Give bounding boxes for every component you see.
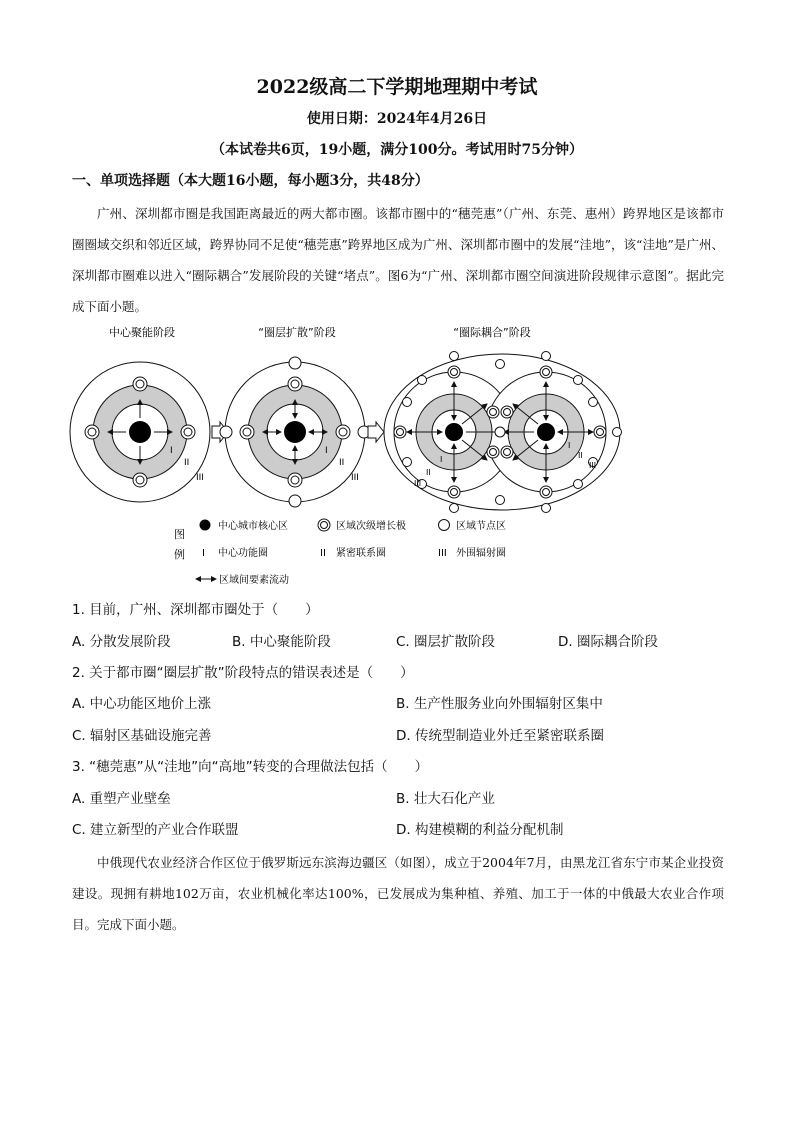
stage-1-diagram [70,362,210,502]
q3-option-a: A. 重塑产业壁垒 [72,791,171,807]
ring-3-label: III [196,473,204,483]
legend-title-b: 例 [174,548,185,561]
question-3: 3. “穗莞惠”从“洼地”向“高地”转变的合理做法包括（ ） [72,759,429,775]
passage-1: 广州、深圳都市圈是我国距离最近的两大都市圈。该都市圈中的“穗莞惠”（广州、东莞、惠州）跨界地区是该都市圈圈域交织和邻近区域，跨界协同不足使“穗莞惠”跨界地区成为广州、深圳都市圈中的发展“洼地”，该“洼地”是广州、深圳都市圈难以进入“圈际耦合”发展阶段的关键“堵点”。图6为“广州、深圳都市圈空间演进阶段规律示意图”。据此完成下面小题。 [72,206,724,314]
figure-legend [174,519,506,586]
ring-2-label: II [184,458,190,468]
q1-option-b: B. 中心聚能阶段 [232,634,331,650]
ring-1-label: I [568,441,571,450]
question-2: 2. 关于都市圈“圈层扩散”阶段特点的错误表述是（ ） [72,665,414,681]
stage-2-diagram [220,357,370,507]
legend-ring1-symbol: I [202,548,205,559]
legend-ring2-symbol: II [320,548,326,559]
legend-sub-label: 区域次级增长极 [336,521,406,532]
exam-title: 2022级高二下学期地理期中考试 [256,76,538,98]
figure-6-diagram [62,320,632,590]
legend-ring1-label: 中心功能圈 [218,548,268,559]
legend-node-label: 区域节点区 [456,521,506,532]
question-1: 1. 目前，广州、深圳都市圈处于（ ） [72,602,319,618]
q1-option-d: D. 圈际耦合阶段 [558,634,658,650]
legend-node-symbol [439,520,450,531]
legend-core-symbol [200,520,211,531]
legend-title-a: 图 [174,528,185,541]
legend-ring2-label: 紧密联系圈 [336,548,386,559]
legend-core-label: 中心城市核心区 [218,521,288,532]
legend-flow-label: 区域间要素流动 [219,575,289,586]
ring-3-label: III [589,461,597,470]
ring-2-label: II [339,458,345,468]
ring-3-label: III [351,473,359,483]
ring-1-label: I [325,446,328,456]
ring-3-label: III [414,479,422,488]
ring-2-label: II [426,468,431,477]
stage-3-title: “圈际耦合”阶段 [453,326,531,339]
q3-option-c: C. 建立新型的产业合作联盟 [72,822,239,838]
legend-ring3-symbol: III [438,548,447,559]
stage-3-diagram [384,352,622,513]
legend-ring3-label: 外围辐射圈 [456,548,506,559]
q2-option-c: C. 辐射区基础设施完善 [72,728,212,744]
ring-1-label: I [170,446,173,456]
stage-1-title: 中心聚能阶段 [109,326,175,339]
exam-date: 使用日期：2024年4月26日 [306,111,488,127]
stage-arrow-2 [368,422,384,442]
q2-option-a: A. 中心功能区地价上涨 [72,696,212,712]
q1-option-c: C. 圈层扩散阶段 [396,634,496,650]
q3-option-b: B. 壮大石化产业 [396,791,495,807]
ring-2-label: II [578,451,583,460]
q1-option-a: A. 分散发展阶段 [72,634,171,650]
ring-1-label: I [440,455,443,464]
passage-2: 中俄现代农业经济合作区位于俄罗斯远东滨海边疆区（如图），成立于2004年7月，由黑龙江省东宁市某企业投资建设。现拥有耕地102万亩，农业机械化率达100%，已发展成为集种植、养殖、加工于一体的中俄最大农业合作项目。完成下面小题。 [72,855,724,932]
q2-option-d: D. 传统型制造业外迁至紧密联系圈 [396,728,604,744]
stage-2-title: “圈层扩散”阶段 [258,326,336,339]
q2-option-b: B. 生产性服务业向外围辐射区集中 [396,696,603,712]
exam-info: （本试卷共6页，19小题，满分100分。考试用时75分钟） [211,142,583,158]
section-heading: 一、单项选择题（本大题16小题，每小题3分，共48分） [72,173,429,189]
q3-option-d: D. 构建模糊的利益分配机制 [396,822,564,838]
